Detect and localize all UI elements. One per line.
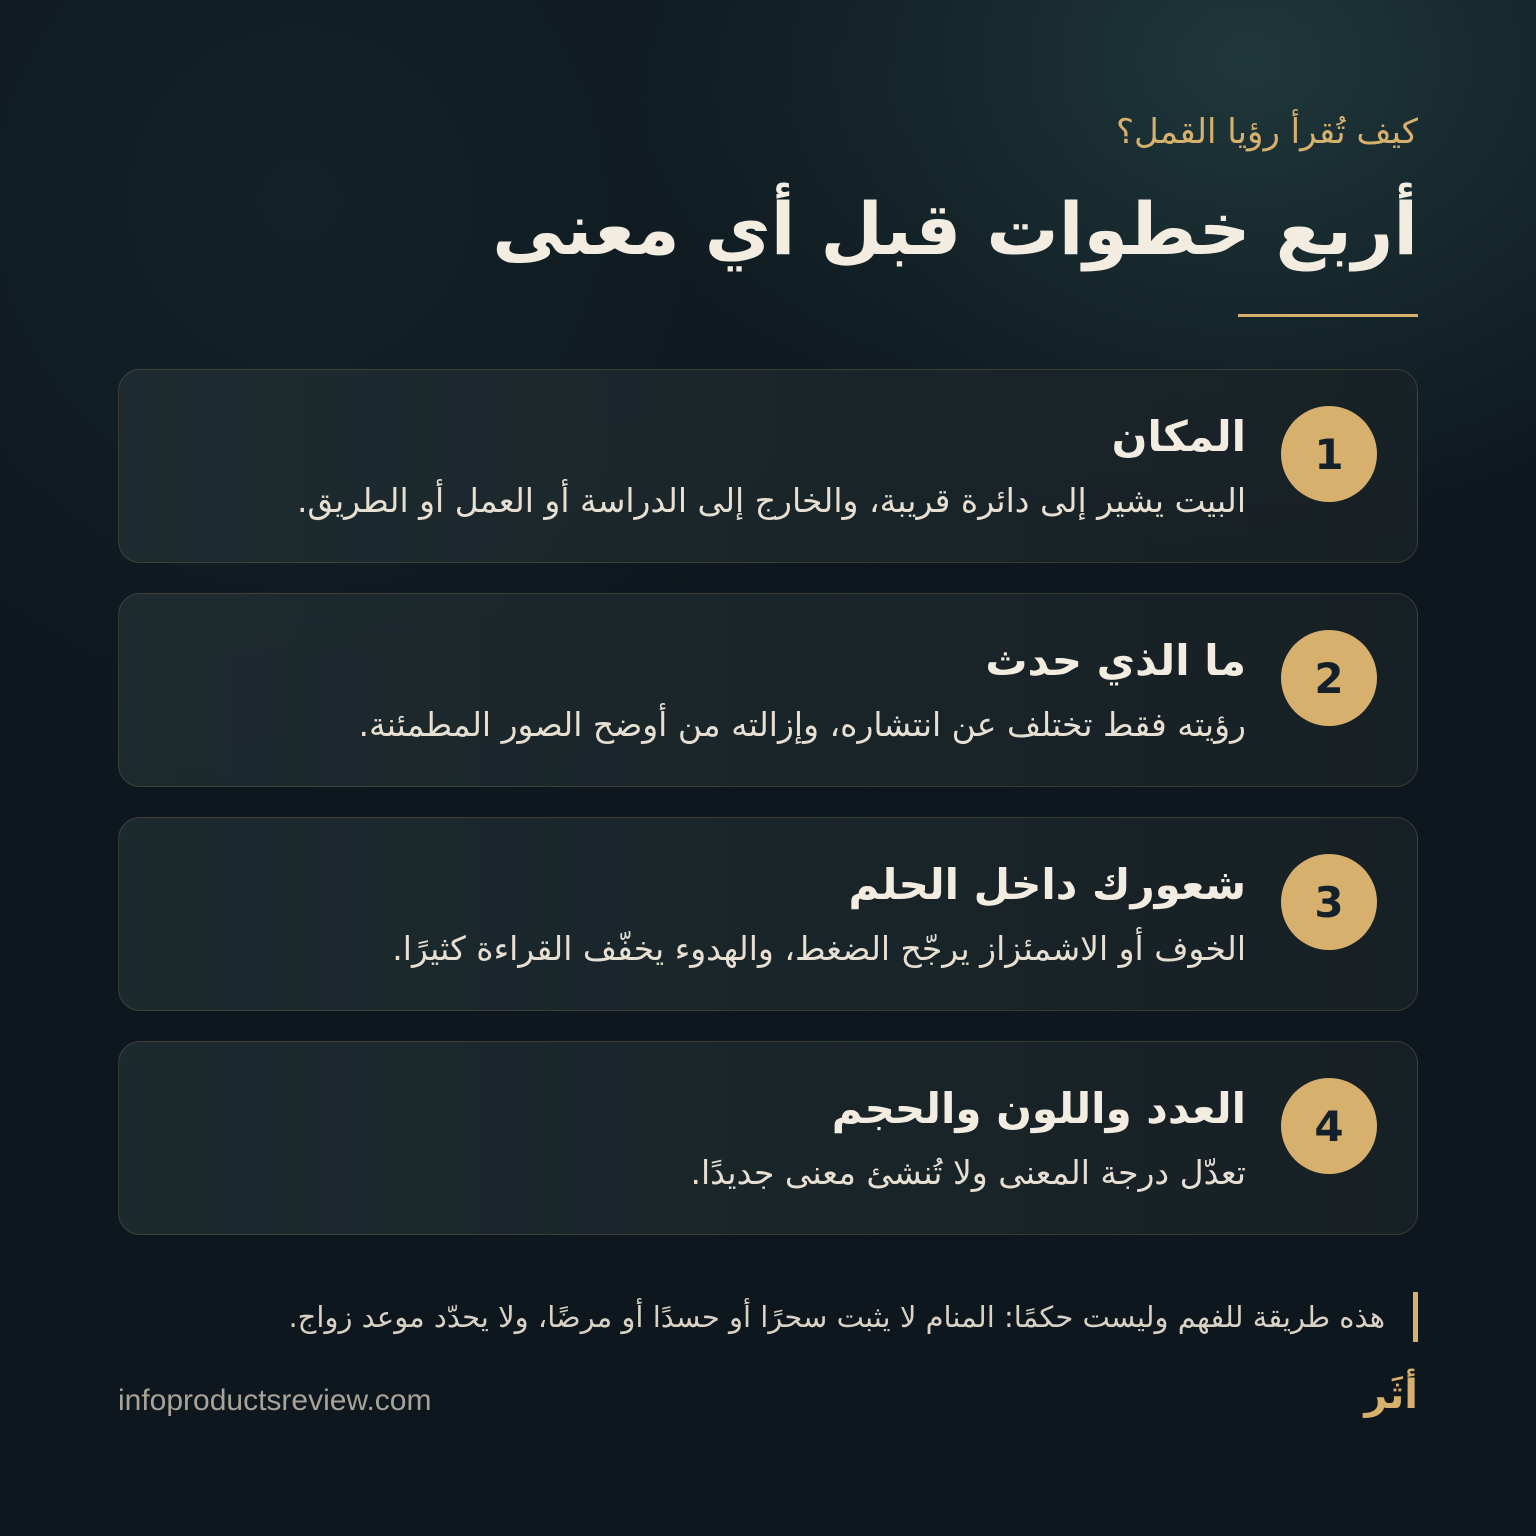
step-description: تعدّل درجة المعنى ولا تُنشئ معنى جديدًا. [690, 1153, 1246, 1192]
step-card-4 [118, 1041, 1418, 1235]
step-title: العدد واللون والحجم [831, 1084, 1246, 1133]
step-number-badge: 2 [1281, 630, 1377, 726]
step-title: ما الذي حدث [985, 636, 1246, 685]
step-description: رؤيته فقط تختلف عن انتشاره، وإزالته من أوضح الصور المطمئنة. [358, 705, 1246, 744]
step-number-badge: 1 [1281, 406, 1377, 502]
step-title: شعورك داخل الحلم [848, 860, 1246, 909]
title-underline [1238, 314, 1418, 317]
page-title: أربع خطوات قبل أي معنى [492, 187, 1418, 271]
disclaimer-note: هذه طريقة للفهم وليست حكمًا: المنام لا يثبت سحرًا أو حسدًا أو مرضًا، ولا يحدّد موعد زواج. [288, 1292, 1418, 1342]
step-description: البيت يشير إلى دائرة قريبة، والخارج إلى الدراسة أو العمل أو الطريق. [296, 481, 1246, 520]
site-url: infoproductsreview.com [118, 1384, 432, 1417]
eyebrow-question: كيف تُقرأ رؤيا القمل؟ [1115, 112, 1418, 152]
step-card-2 [118, 593, 1418, 787]
steps-list [118, 369, 1418, 1265]
step-card-3 [118, 817, 1418, 1011]
step-card-1 [118, 369, 1418, 563]
step-number-badge: 4 [1281, 1078, 1377, 1174]
step-description: الخوف أو الاشمئزاز يرجّح الضغط، والهدوء يخفّف القراءة كثيرًا. [392, 929, 1246, 968]
step-number-badge: 3 [1281, 854, 1377, 950]
brand-logo: أثَر [1364, 1372, 1418, 1418]
step-title: المكان [1111, 412, 1246, 461]
